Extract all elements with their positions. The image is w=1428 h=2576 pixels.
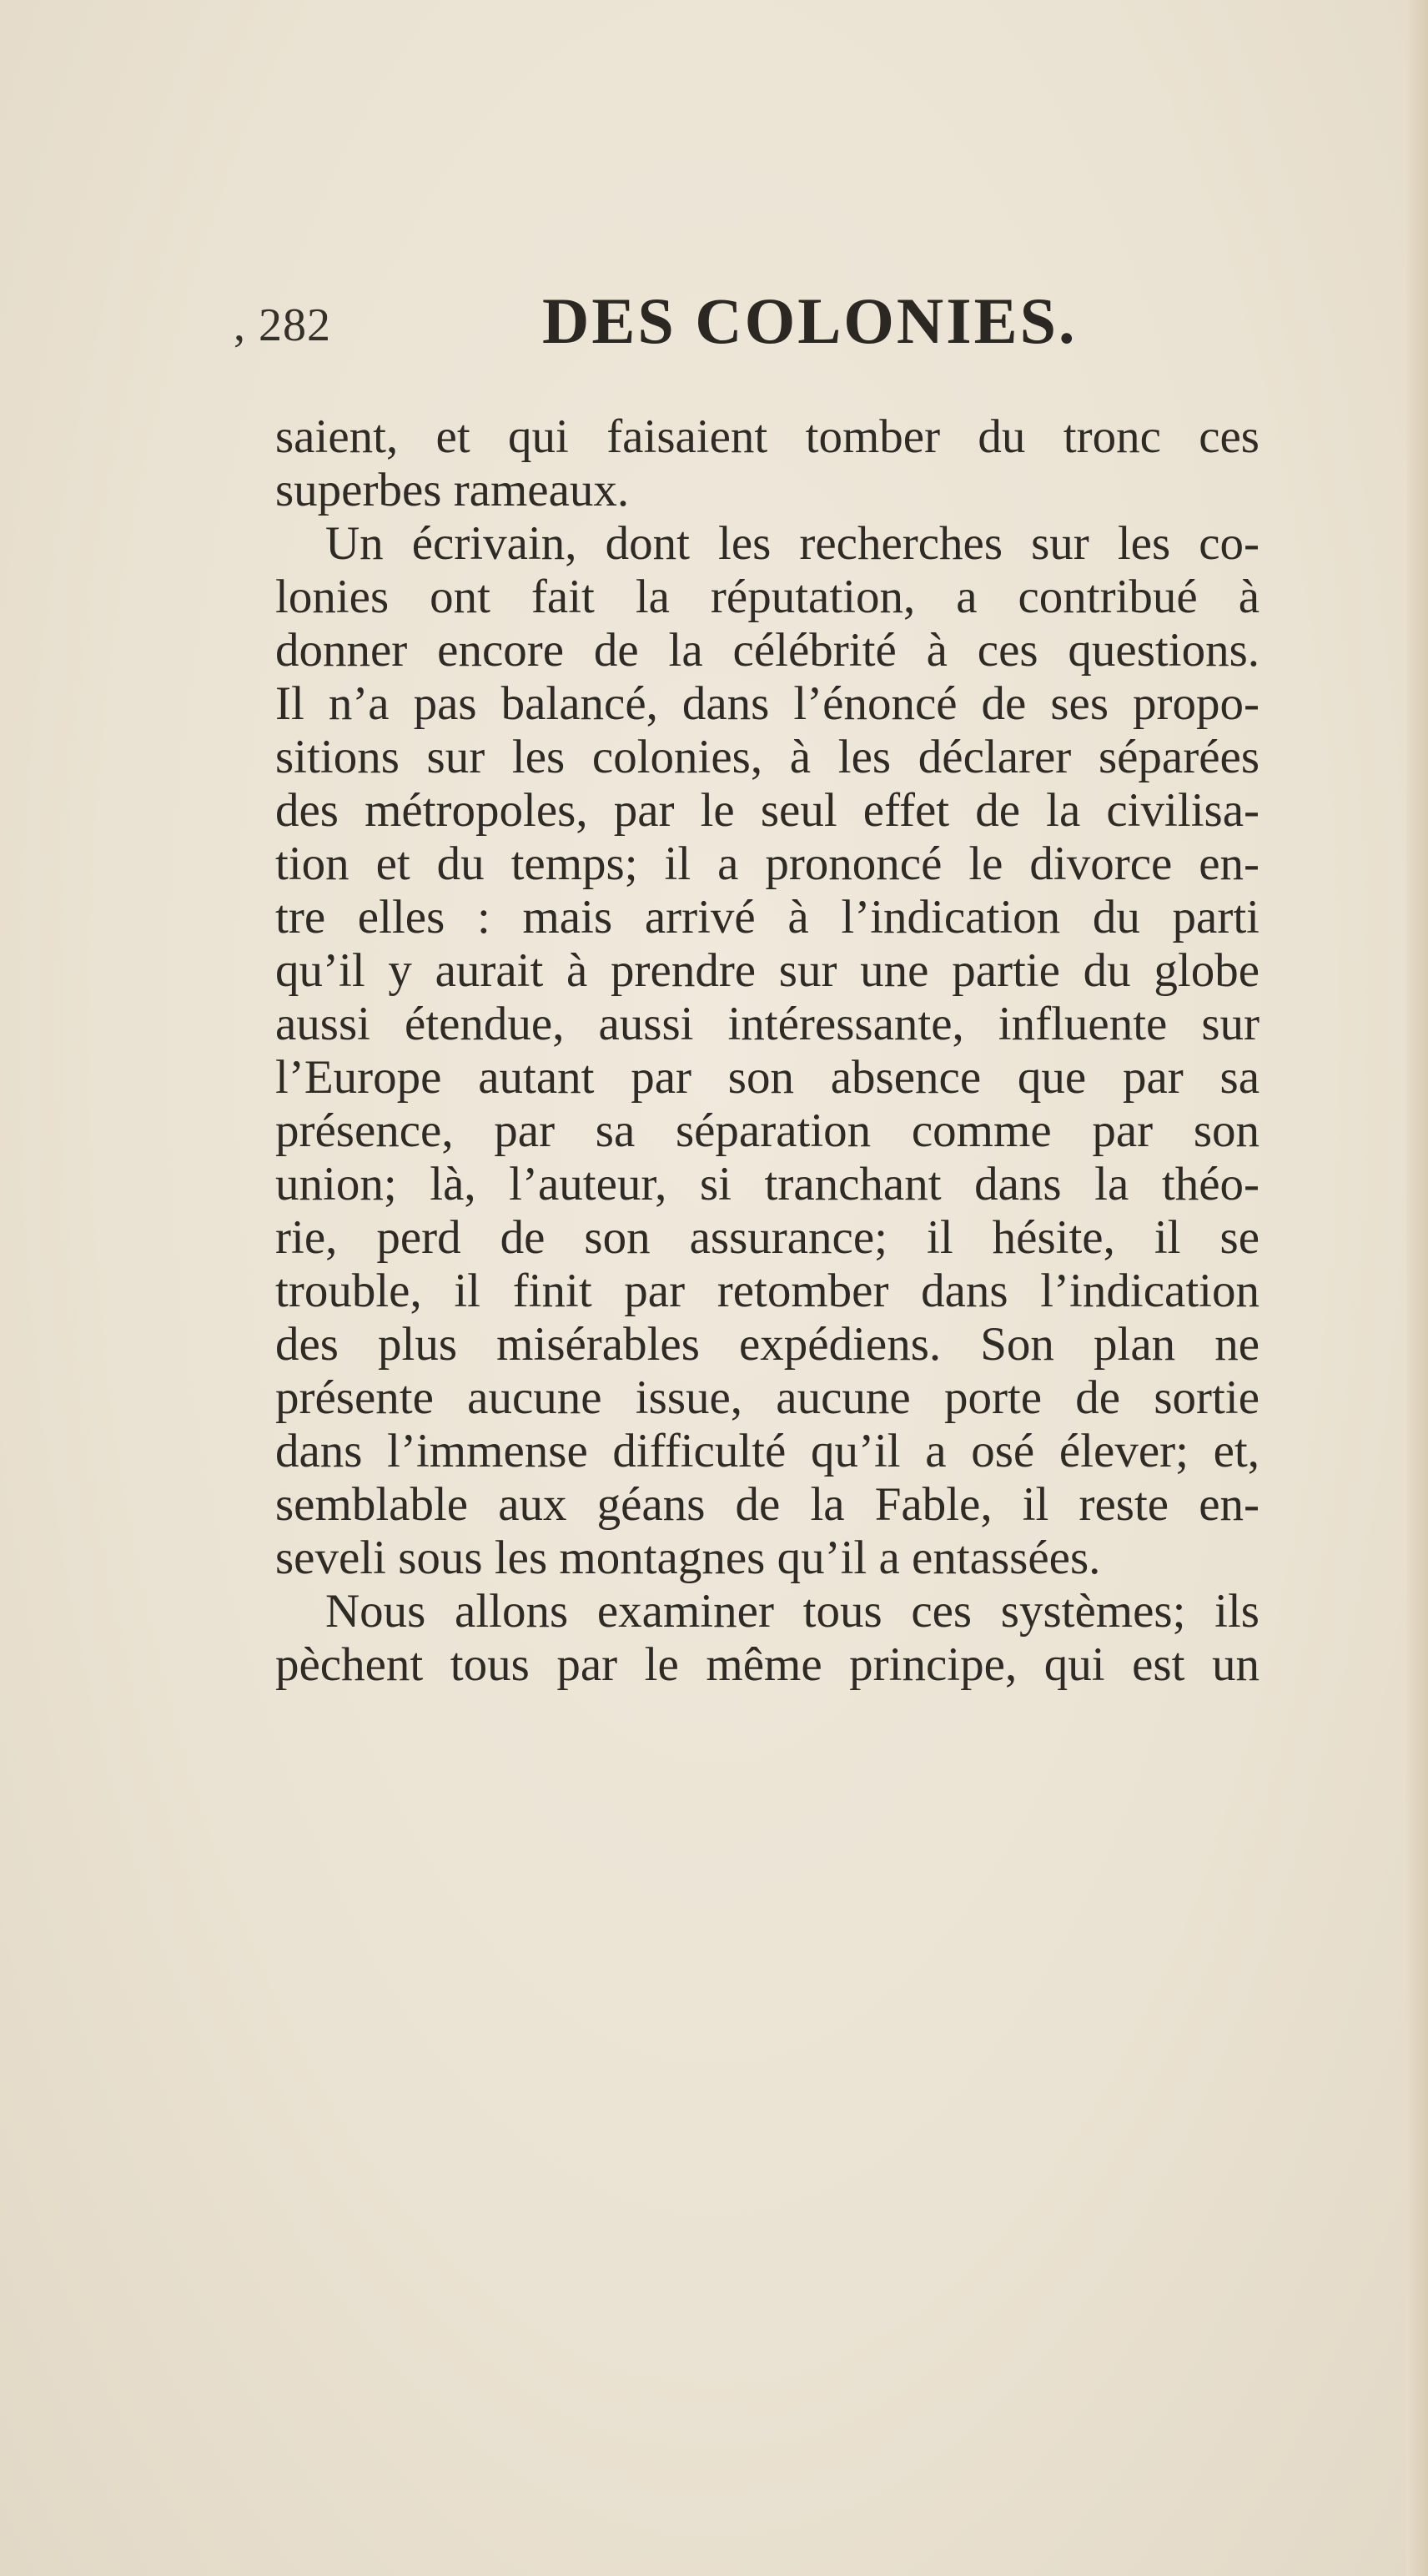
text-line: Un écrivain, dont les recherches sur les co- bbox=[325, 517, 1260, 570]
text-line: pèchent tous par le même principe, qui est un bbox=[275, 1638, 1260, 1691]
page-header bbox=[234, 284, 1234, 359]
text-line: sitions sur les colonies, à les déclarer séparées bbox=[275, 731, 1260, 783]
text-line: semblable aux géans de la Fable, il reste en- bbox=[275, 1478, 1260, 1531]
text-line: union; là, l’auteur, si tranchant dans la théo- bbox=[275, 1158, 1260, 1210]
text-line: seveli sous les montagnes qu’il a entassées. bbox=[275, 1532, 1101, 1584]
text-line: des métropoles, par le seul effet de la civilisa- bbox=[275, 784, 1260, 837]
body-text bbox=[275, 410, 1260, 1692]
running-title: DES COLONIES. bbox=[542, 284, 1078, 357]
text-line: présente aucune issue, aucune porte de sortie bbox=[275, 1371, 1260, 1424]
text-line: dans l’immense difficulté qu’il a osé élever; et, bbox=[275, 1425, 1260, 1477]
page-number: , 282 bbox=[234, 299, 331, 351]
text-line: Nous allons examiner tous ces systèmes; ils bbox=[325, 1585, 1260, 1638]
text-line: donner encore de la célébrité à ces questions. bbox=[275, 624, 1260, 677]
text-line: Il n’a pas balancé, dans l’énoncé de ses propo- bbox=[275, 677, 1260, 730]
page-edge bbox=[1406, 0, 1428, 2576]
text-line: rie, perd de son assurance; il hésite, il se bbox=[275, 1211, 1260, 1264]
text-line: des plus misérables expédiens. Son plan ne bbox=[275, 1318, 1260, 1371]
text-line: aussi étendue, aussi intéressante, influente sur bbox=[275, 998, 1260, 1050]
text-line: saient, et qui faisaient tomber du tronc ces bbox=[275, 410, 1260, 463]
text-line: présence, par sa séparation comme par son bbox=[275, 1104, 1260, 1157]
text-line: qu’il y aurait à prendre sur une partie du globe bbox=[275, 944, 1260, 997]
text-line: l’Europe autant par son absence que par sa bbox=[275, 1051, 1260, 1104]
text-line: lonies ont fait la réputation, a contribué à bbox=[275, 571, 1260, 623]
text-line: superbes rameaux. bbox=[275, 464, 630, 516]
text-line: tre elles : mais arrivé à l’indication du parti bbox=[275, 891, 1260, 943]
text-line: tion et du temps; il a prononcé le divorce en- bbox=[275, 838, 1260, 890]
text-line: trouble, il finit par retomber dans l’indication bbox=[275, 1265, 1260, 1317]
